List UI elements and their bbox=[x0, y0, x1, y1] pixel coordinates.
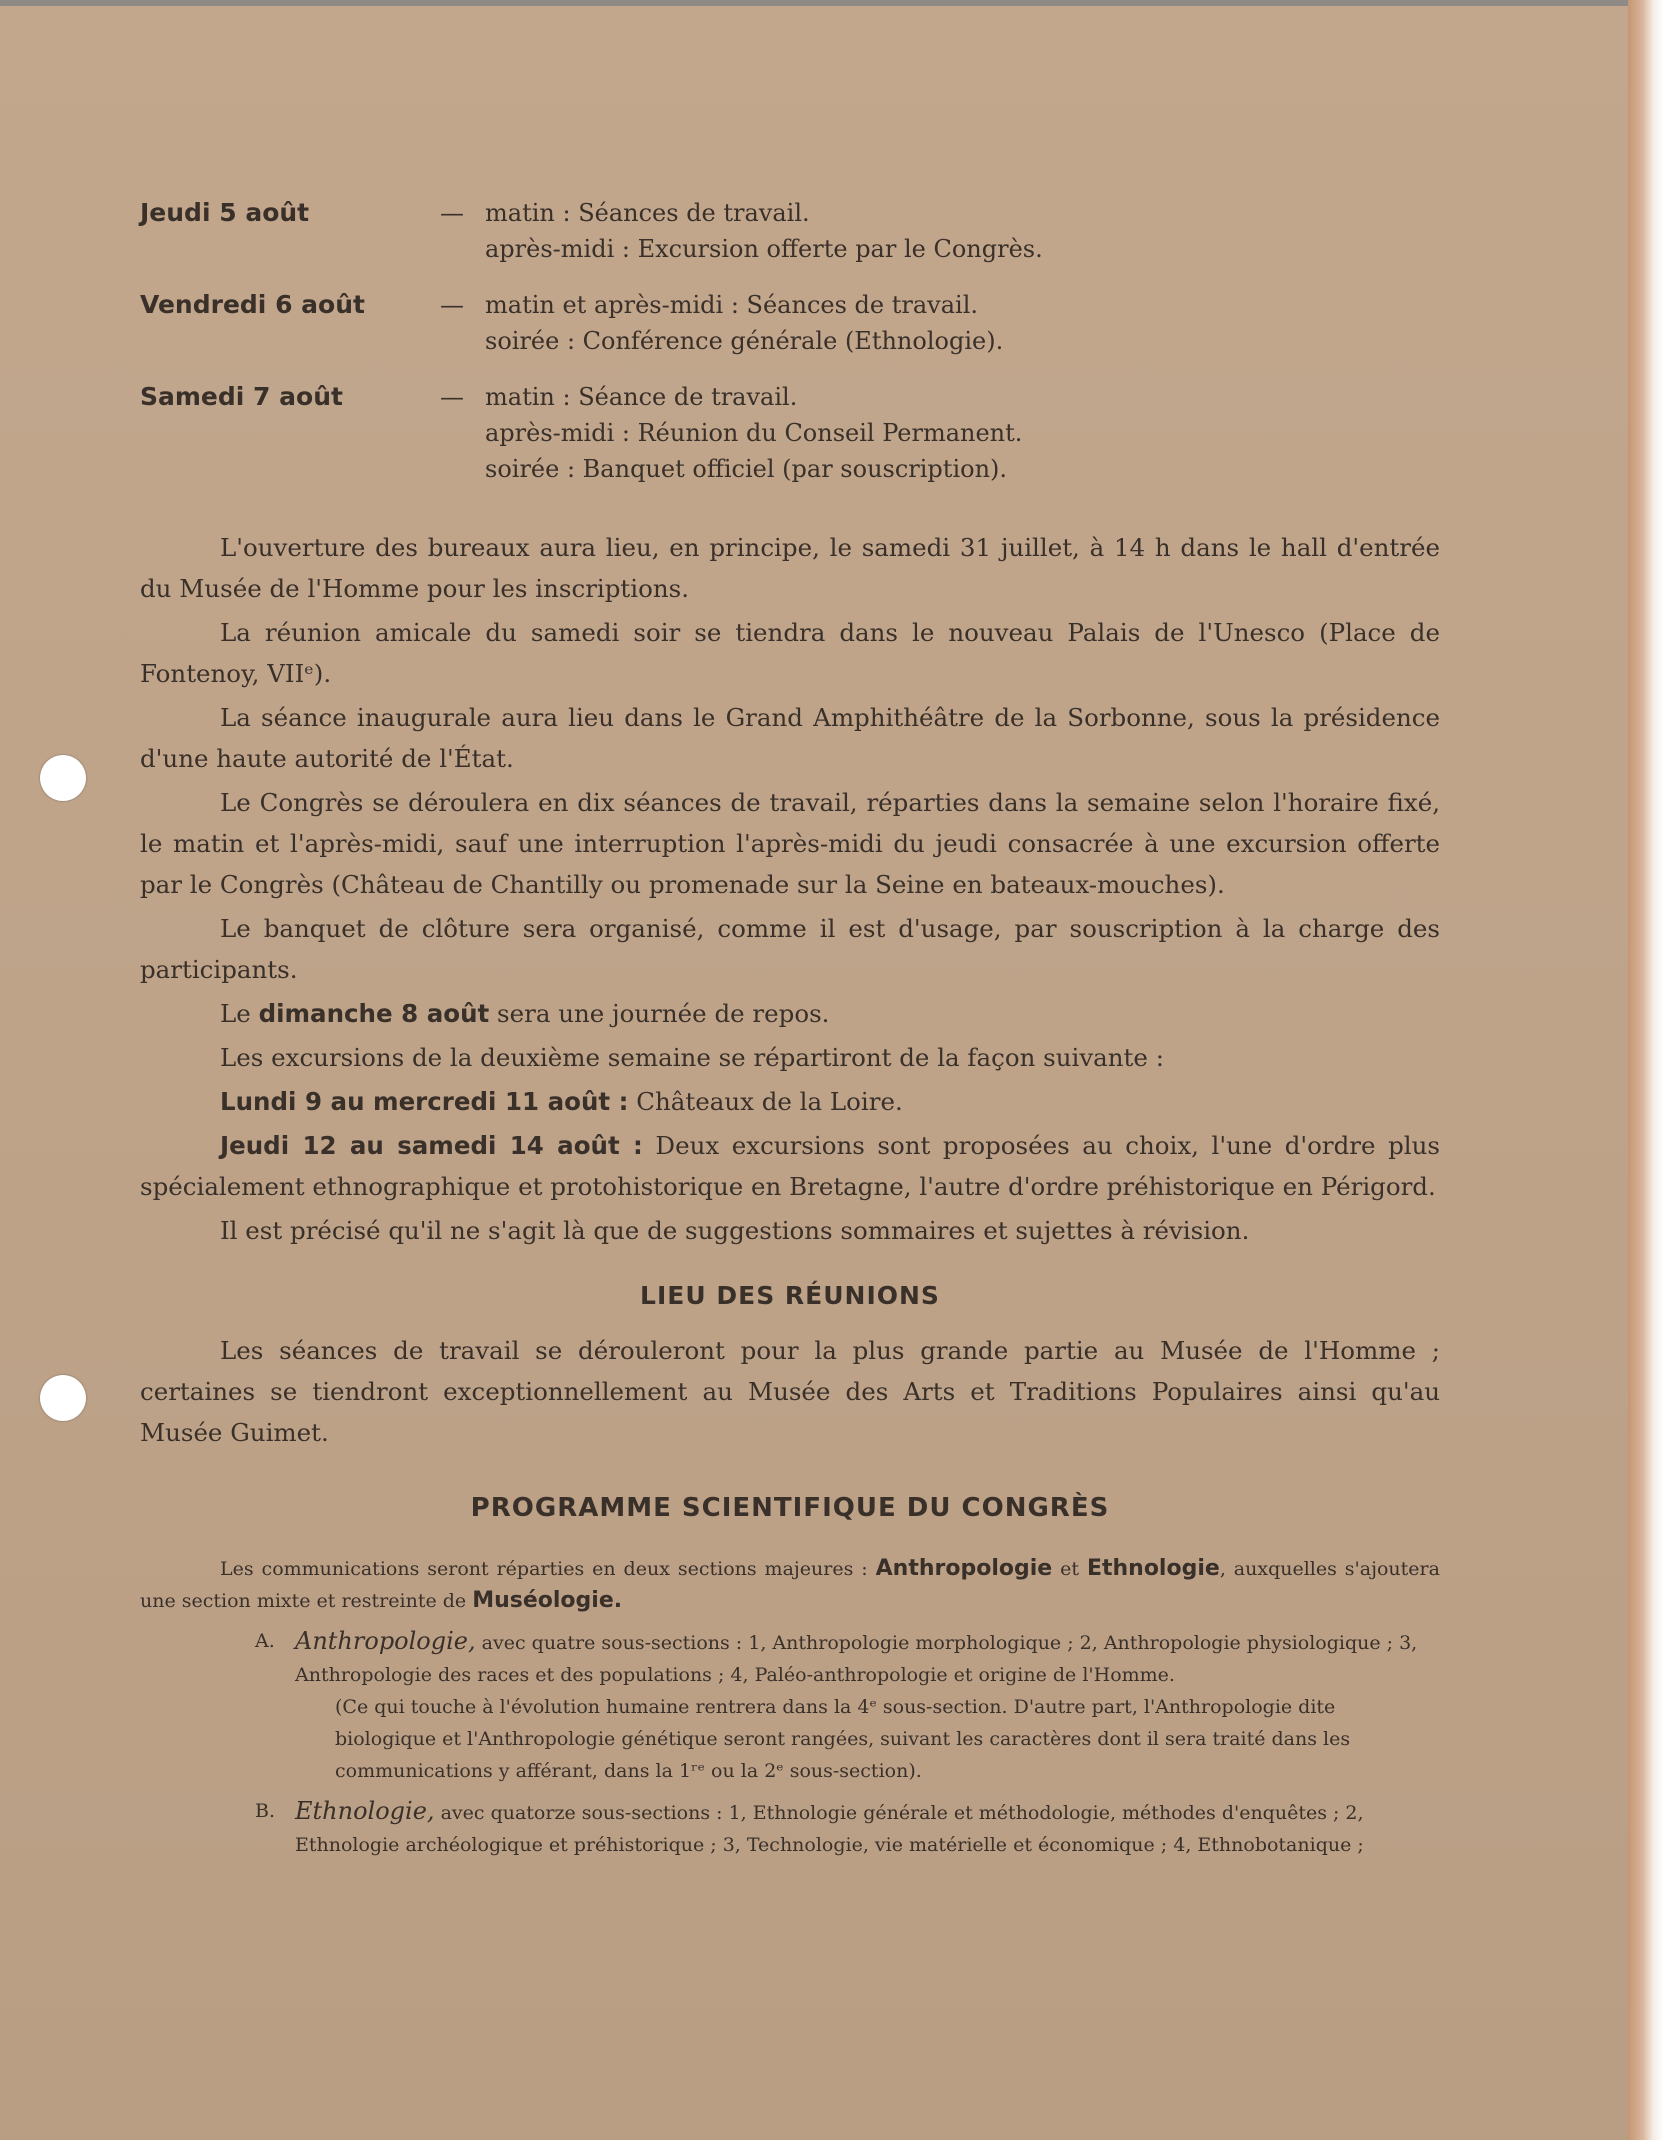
schedule-row-friday bbox=[140, 287, 1440, 359]
section-museologie: Muséologie. bbox=[472, 1588, 623, 1613]
schedule-lines bbox=[485, 287, 1440, 359]
item-title: Ethnologie, bbox=[295, 1797, 435, 1825]
schedule-day: Vendredi 6 août bbox=[140, 290, 365, 319]
page-top-edge bbox=[0, 0, 1664, 6]
choice-dates: Jeudi 12 au samedi 14 août : bbox=[220, 1131, 643, 1160]
rest-day-prefix: Le bbox=[220, 999, 251, 1028]
schedule-line: matin : Séance de travail. bbox=[485, 383, 798, 411]
loire-dates: Lundi 9 au mercredi 11 août : bbox=[220, 1087, 629, 1116]
item-note: (Ce qui touche à l'évolution humaine rentrera dans la 4ᵉ sous-section. D'autre part, l'Anthropologie dite biologique et l'Anthropologie génétique seront rangées, suivant les caractères dont il sera traité dans les communications y afférant, dans la 1ʳᵉ ou la 2ᵉ sous-section). bbox=[335, 1696, 1351, 1782]
intro-middle: , auxquelles s'ajoutera une section mixte et restreinte de bbox=[140, 1558, 1440, 1612]
schedule-day: Jeudi 5 août bbox=[140, 198, 310, 227]
schedule-dash: — bbox=[440, 199, 464, 227]
schedule-dash: — bbox=[440, 383, 464, 411]
schedule-line: matin et après-midi : Séances de travail. bbox=[485, 291, 979, 319]
paragraph-loire-excursion bbox=[220, 1081, 1440, 1122]
paragraph-friendly-meeting: La réunion amicale du samedi soir se tiendra dans le nouveau Palais de l'Unesco (Place de Fontenoy, VIIᵉ). bbox=[140, 618, 1440, 688]
schedule-line: après-midi : Excursion offerte par le Congrès. bbox=[485, 235, 1043, 263]
schedule-row-saturday bbox=[140, 379, 1440, 487]
schedule-lines bbox=[485, 379, 1440, 487]
schedule-row-thursday bbox=[140, 195, 1440, 267]
paragraph-inaugural-session: La séance inaugurale aura lieu dans le Grand Amphithéâtre de la Sorbonne, sous la présidence d'une haute autorité de l'État. bbox=[140, 703, 1440, 773]
rest-day-suffix: sera une journée de repos. bbox=[497, 999, 830, 1028]
section-ethnologie: Ethnologie bbox=[1086, 1556, 1220, 1581]
page-right-edge bbox=[1628, 0, 1664, 2140]
paragraph-rest-day bbox=[220, 993, 1440, 1034]
item-letter: A. bbox=[255, 1630, 275, 1652]
paragraph-meeting-places: Les séances de travail se dérouleront pour la plus grande partie au Musée de l'Homme ; certaines se tiendront exceptionnellement au Musée des Arts et Traditions Populaires ainsi qu'au Musée Guimet. bbox=[140, 1336, 1440, 1447]
loire-text: Châteaux de la Loire. bbox=[636, 1087, 903, 1116]
intro-and: et bbox=[1060, 1558, 1080, 1580]
item-body bbox=[295, 1795, 1440, 1861]
intro-text: Les communications seront réparties en deux sections majeures : bbox=[220, 1558, 868, 1580]
punch-hole-lower bbox=[40, 1375, 86, 1421]
heading-programme-scientifique: PROGRAMME SCIENTIFIQUE DU CONGRÈS bbox=[470, 1493, 1110, 1523]
paragraph-work-sessions: Le Congrès se déroulera en dix séances de travail, réparties dans la semaine selon l'horaire fixé, le matin et l'après-midi, sauf une interruption l'après-midi du jeudi consacrée à une excursion offerte par le Congrès (Château de Chantilly ou promenade sur la Seine en bateaux-mouches). bbox=[140, 788, 1440, 899]
schedule-line: soirée : Conférence générale (Ethnologie). bbox=[485, 327, 1004, 355]
choice-text: Deux excursions sont proposées au choix, l'une d'ordre plus spécialement ethnographique et protohistorique en Bretagne, l'autre d'ordre préhistorique en Périgord. bbox=[140, 1131, 1440, 1201]
heading-lieu-des-reunions: LIEU DES RÉUNIONS bbox=[640, 1281, 940, 1310]
item-text: avec quatorze sous-sections : 1, Ethnologie générale et méthodologie, méthodes d'enquêtes ; 2, Ethnologie archéologique et préhistorique ; 3, Technologie, vie matérielle et économique ; 4, Ethnobotanique ; bbox=[295, 1802, 1364, 1856]
programme-intro bbox=[140, 1553, 1440, 1617]
rest-day-date: dimanche 8 août bbox=[258, 999, 490, 1028]
item-body bbox=[295, 1625, 1440, 1787]
paragraph-choice-excursions bbox=[140, 1125, 1440, 1207]
item-title: Anthropologie, bbox=[295, 1627, 476, 1655]
programme-item-anthropologie bbox=[140, 1625, 1440, 1787]
schedule-dash: — bbox=[440, 291, 464, 319]
item-text: avec quatre sous-sections : 1, Anthropologie morphologique ; 2, Anthropologie physiologique ; 3, Anthropologie des races et des populations ; 4, Paléo-anthropologie et origine de l'Homme. bbox=[295, 1632, 1418, 1686]
schedule-line: après-midi : Réunion du Conseil Permanent. bbox=[485, 419, 1023, 447]
paragraph-closing-banquet: Le banquet de clôture sera organisé, comme il est d'usage, par souscription à la charge des participants. bbox=[140, 914, 1440, 984]
punch-hole-upper bbox=[40, 755, 86, 801]
paragraph-opening-offices: L'ouverture des bureaux aura lieu, en principe, le samedi 31 juillet, à 14 h dans le hall d'entrée du Musée de l'Homme pour les inscriptions. bbox=[140, 533, 1440, 603]
schedule-line: soirée : Banquet officiel (par souscription). bbox=[485, 455, 1008, 483]
item-letter: B. bbox=[255, 1800, 276, 1822]
paragraph-revision-note: Il est précisé qu'il ne s'agit là que de suggestions sommaires et sujettes à révision. bbox=[220, 1216, 1250, 1245]
schedule-line: matin : Séances de travail. bbox=[485, 199, 810, 227]
paragraph-excursions-intro: Les excursions de la deuxième semaine se répartiront de la façon suivante : bbox=[220, 1043, 1164, 1072]
schedule-lines bbox=[485, 195, 1440, 267]
section-anthropologie: Anthropologie bbox=[875, 1556, 1053, 1581]
programme-item-ethnologie bbox=[140, 1795, 1440, 1861]
document-content bbox=[140, 195, 1440, 1861]
schedule-day: Samedi 7 août bbox=[140, 382, 343, 411]
